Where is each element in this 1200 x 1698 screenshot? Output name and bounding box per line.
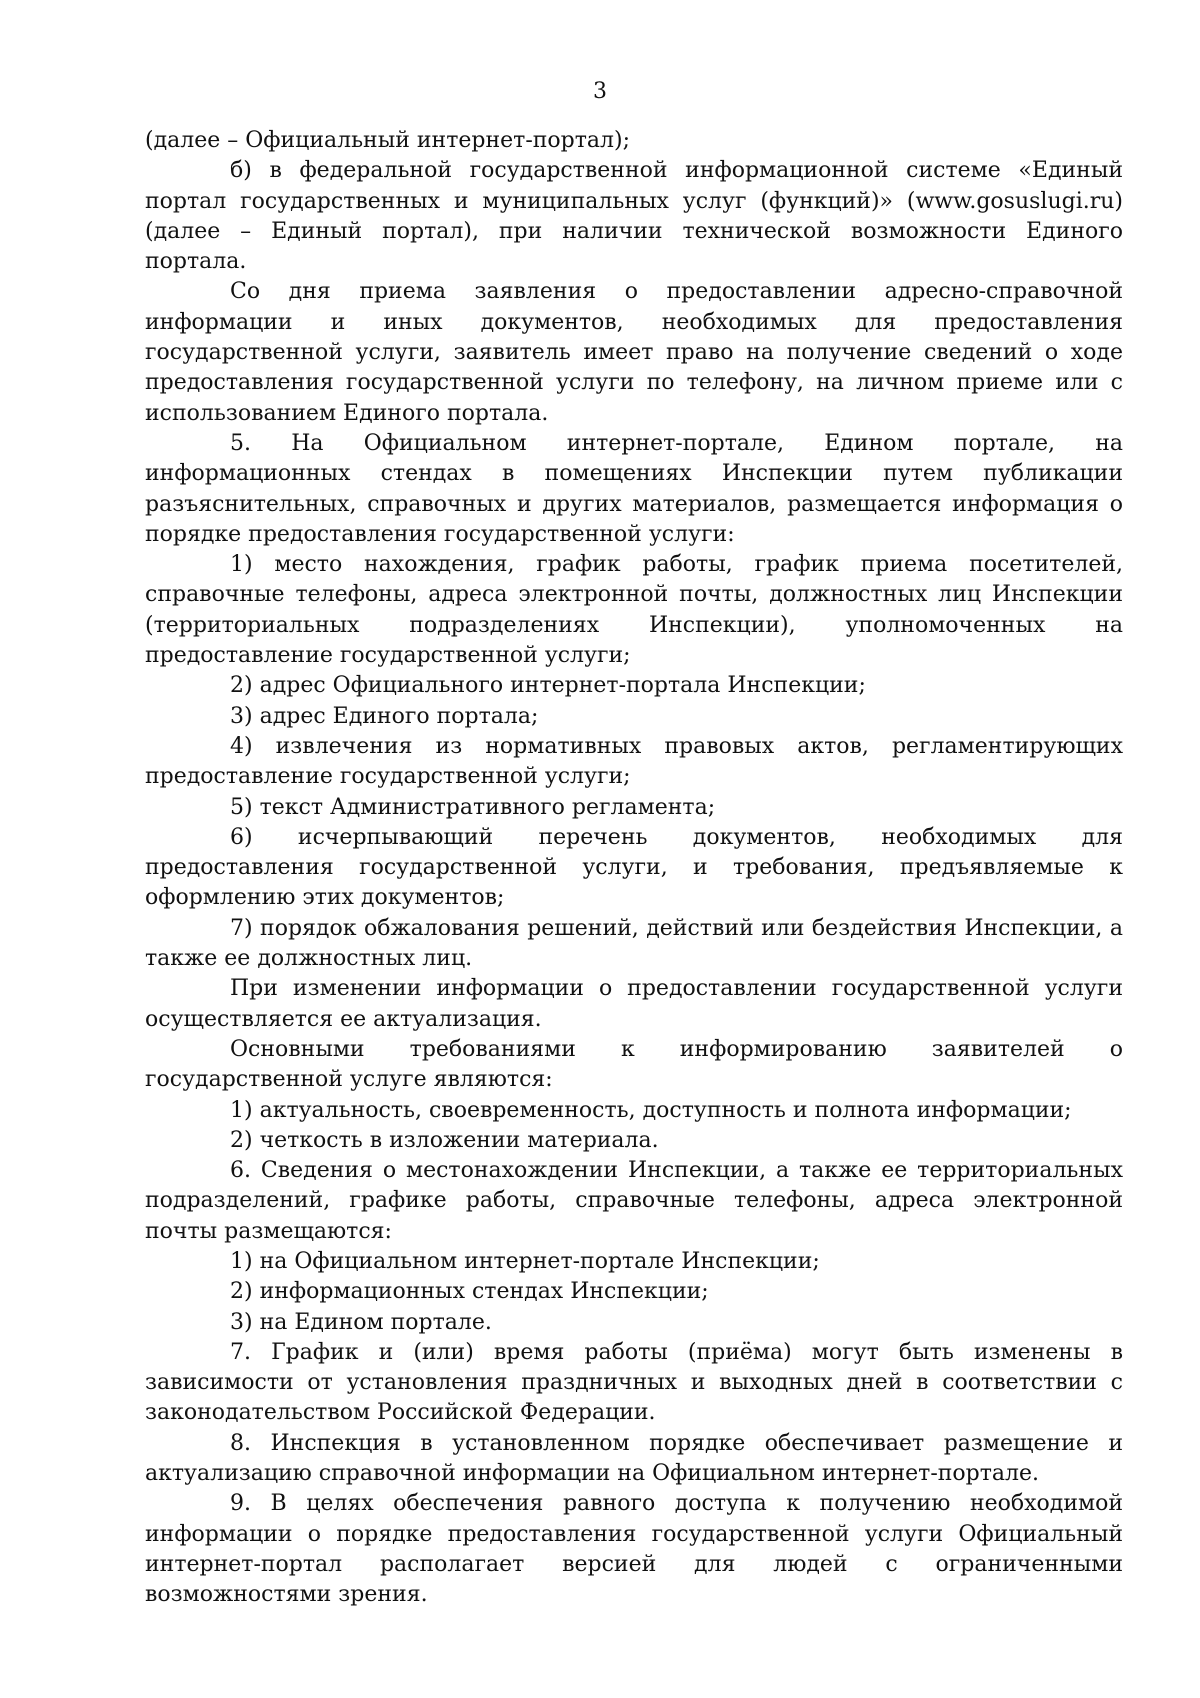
paragraph: 1) место нахождения, график работы, график приема посетителей, справочные телефоны, адреса электронной почты, должностных лиц Инспекции (территориальных подразделениях Инспекции), уполномоченных на предоставление государственной услуги; <box>145 552 1123 669</box>
paragraph: 3) на Едином портале. <box>230 1309 492 1335</box>
paragraph: 6. Сведения о местонахождении Инспекции, а также ее территориальных подразделений, графике работы, справочные телефоны, адреса электронной почты размещаются: <box>145 1158 1123 1244</box>
page-number: 3 <box>593 79 607 104</box>
paragraph: 4) извлечения из нормативных правовых актов, регламентирующих предоставление государственной услуги; <box>145 733 1123 790</box>
paragraph: Со дня приема заявления о предоставлении адресно-справочной информации и иных документов, необходимых для предоставления государственной услуги, заявитель имеет право на получение сведений о ходе предоставления государственной услуги по телефону, на личном приеме или с использованием Единого портала. <box>145 279 1123 426</box>
paragraph: 5. На Официальном интернет-портале, Едином портале, на информационных стендах в помещениях Инспекции путем публикации разъяснительных, справочных и других материалов, размещается информация о порядке предоставления государственной услуги: <box>145 430 1123 547</box>
paragraph: Основными требованиями к информированию заявителей о государственной услуге являются: <box>145 1036 1123 1093</box>
paragraph: б) в федеральной государственной информационной системе «Единый портал государственных и муниципальных услуг (функций)» (www.gosuslugi.ru) (далее – Единый портал), при наличии технической возможности Единого портала. <box>145 158 1123 275</box>
paragraph: При изменении информации о предоставлении государственной услуги осуществляется ее актуализация. <box>145 976 1123 1032</box>
paragraph: 1) на Официальном интернет-портале Инспекции; <box>230 1248 820 1274</box>
paragraph: 5) текст Административного регламента; <box>230 794 716 820</box>
paragraph: 2) информационных стендах Инспекции; <box>230 1279 709 1305</box>
paragraph: 1) актуальность, своевременность, доступность и полнота информации; <box>230 1097 1072 1123</box>
paragraph: 6) исчерпывающий перечень документов, необходимых для предоставления государственной услуги, и требования, предъявляемые к оформлению этих документов; <box>145 824 1123 911</box>
paragraph: 2) адрес Официального интернет-портала Инспекции; <box>230 673 866 699</box>
paragraph: 2) четкость в изложении материала. <box>230 1127 659 1153</box>
document-body <box>145 126 1123 1611</box>
paragraph: (далее – Официальный интернет-портал); <box>145 128 631 153</box>
paragraph: 8. Инспекция в установленном порядке обеспечивает размещение и актуализацию справочной информации на Официальном интернет-портале. <box>145 1430 1123 1487</box>
paragraph: 9. В целях обеспечения равного доступа к получению необходимой информации о порядке предоставления государственной услуги Официальный интернет-портал располагает версией для людей с ограниченными возможностями зрения. <box>145 1491 1123 1608</box>
paragraph: 3) адрес Единого портала; <box>230 703 539 729</box>
paragraph: 7) порядок обжалования решений, действий или бездействия Инспекции, а также ее должностных лиц. <box>145 915 1123 972</box>
paragraph: 7. График и (или) время работы (приёма) могут быть изменены в зависимости от установления праздничных и выходных дней в соответствии с законодательством Российской Федерации. <box>145 1339 1123 1426</box>
